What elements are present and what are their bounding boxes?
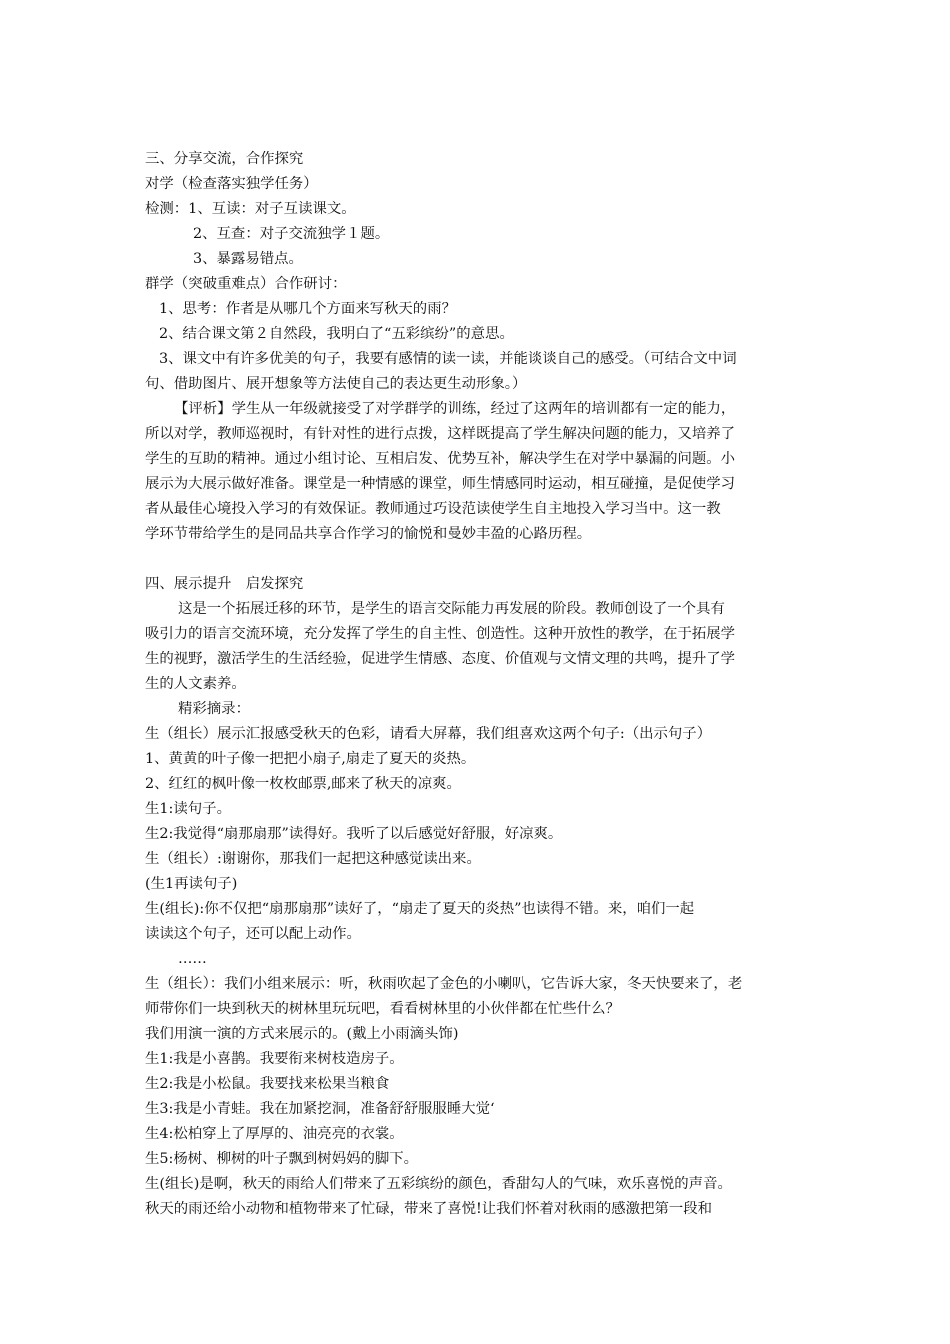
dialogue-line-5: 生2:我觉得“扇那扇那”读得好。我听了以后感觉好舒服，好凉爽。 xyxy=(145,826,563,842)
dialogue-line-16b: 秋天的雨还给小动物和植物带来了忙碌，带来了喜悦!让我们怀着对秋雨的感激把第一段和 xyxy=(145,1201,713,1217)
dialogue-line-1: 生（组长）展示汇报感受秋天的色彩，请看大屏幕，我们组喜欢这两个句子:（出示句子） xyxy=(145,726,712,742)
question-3-line-1: 3、课文中有许多优美的句子，我要有感情的读一读，并能谈谈自己的感受。（可结合文中词 xyxy=(159,351,737,367)
dialogue-line-9b: 师带你们一块到秋天的树林里玩玩吧，看看树林里的小伙伴都在忙些什么？ xyxy=(145,1001,620,1017)
review-line-1: 【评析】学生从一年级就接受了对学群学的训练，经过了这两年的培训都有一定的能力， xyxy=(174,401,736,417)
check-item-3: 3、暴露易错点。 xyxy=(193,251,303,267)
dialogue-line-13: 生3:我是小青蛙。我在加紧挖洞，准备舒舒服服睡大觉‘ xyxy=(145,1101,495,1117)
dialogue-line-9a: 生（组长）：我们小组来展示：听，秋雨吹起了金色的小喇叭，它告诉大家，冬天快要来了，老 xyxy=(145,976,743,992)
question-1: 1、思考：作者是从哪几个方面来写秋天的雨？ xyxy=(159,301,456,317)
section-4-title: 四、展示提升 启发探究 xyxy=(145,576,304,592)
review-line-6: 学环节带给学生的是同品共享合作学习的愉悦和曼妙丰盈的心路历程。 xyxy=(145,526,592,542)
blank-line xyxy=(145,547,810,572)
dialogue-line-6: 生（组长）:谢谢你，那我们一起把这种感觉读出来。 xyxy=(145,851,481,867)
dialogue-line-4: 生1:读句子。 xyxy=(145,801,231,817)
excerpt-heading: 精彩摘录： xyxy=(178,701,250,717)
pair-study-heading: 对学（检查落实独学任务） xyxy=(145,176,318,192)
review-line-5: 者从最佳心境投入学习的有效保证。教师通过巧设范读使学生自主地投入学习当中。这一教 xyxy=(145,501,721,517)
dialogue-line-10: 我们用演一演的方式来展示的。(戴上小雨滴头饰) xyxy=(145,1026,459,1042)
dialogue-line-12: 生2:我是小松鼠。我要找来松果当粮食 xyxy=(145,1076,390,1092)
dialogue-line-15: 生5:杨树、柳树的叶子飘到树妈妈的脚下。 xyxy=(145,1151,419,1167)
section-4-paragraph-line-1: 这是一个拓展迁移的环节，是学生的语言交际能力再发展的阶段。教师创设了一个具有 xyxy=(178,601,725,617)
dialogue-line-3: 2、红红的枫叶像一枚枚邮票,邮来了秋天的凉爽。 xyxy=(145,776,461,792)
check-item-1: 检测：1、互读：对子互读课文。 xyxy=(145,201,356,217)
dialogue-line-7: (生1再读句子) xyxy=(145,876,238,892)
dialogue-line-14: 生4:松柏穿上了厚厚的、油亮亮的衣裳。 xyxy=(145,1126,404,1142)
review-line-3: 学生的互助的精神。通过小组讨论、互相启发、优势互补，解决学生在对学中暴漏的问题。小 xyxy=(145,451,736,467)
section-4-paragraph-line-2: 吸引力的语言交流环境，充分发挥了学生的自主性、创造性。这种开放性的教学，在于拓展学 xyxy=(145,626,736,642)
group-study-heading: 群学（突破重难点）合作研讨： xyxy=(145,276,347,292)
dialogue-line-8b: 读读这个句子，还可以配上动作。 xyxy=(145,926,361,942)
review-line-2: 所以对学，教师巡视时，有针对性的进行点拨，这样既提高了学生解决问题的能力，又培养了 xyxy=(145,426,736,442)
question-2: 2、结合课文第２自然段，我明白了“五彩缤纷”的意思。 xyxy=(159,326,514,342)
section-3-title: 三、分享交流，合作探究 xyxy=(145,151,304,167)
dialogue-line-2: 1、黄黄的叶子像一把把小扇子,扇走了夏天的炎热。 xyxy=(145,751,476,767)
check-item-2: 2、互查：对子交流独学１题。 xyxy=(193,226,390,242)
section-4-paragraph-line-4: 生的人文素养。 xyxy=(145,676,246,692)
dialogue-line-16a: 生(组长)是啊，秋天的雨给人们带来了五彩缤纷的颜色，香甜勾人的气味，欢乐喜悦的声音。 xyxy=(145,1176,732,1192)
document-page xyxy=(145,147,810,1222)
dialogue-line-11: 生1:我是小喜鹊。我要衔来树枝造房子。 xyxy=(145,1051,404,1067)
dialogue-line-8a: 生(组长):你不仅把“扇那扇那”读好了，“扇走了夏天的炎热”也读得不错。来，咱们一起 xyxy=(145,901,695,917)
section-4-paragraph-line-3: 生的视野，激活学生的生活经验，促进学生情感、态度、价值观与文情文理的共鸣，提升了学 xyxy=(145,651,736,667)
ellipsis: …… xyxy=(178,951,207,967)
review-line-4: 展示为大展示做好准备。课堂是一种情感的课堂，师生情感同时运动，相互碰撞，是促使学习 xyxy=(145,476,736,492)
question-3-line-2: 句、借助图片、展开想象等方法使自己的表达更生动形象。） xyxy=(145,376,527,392)
